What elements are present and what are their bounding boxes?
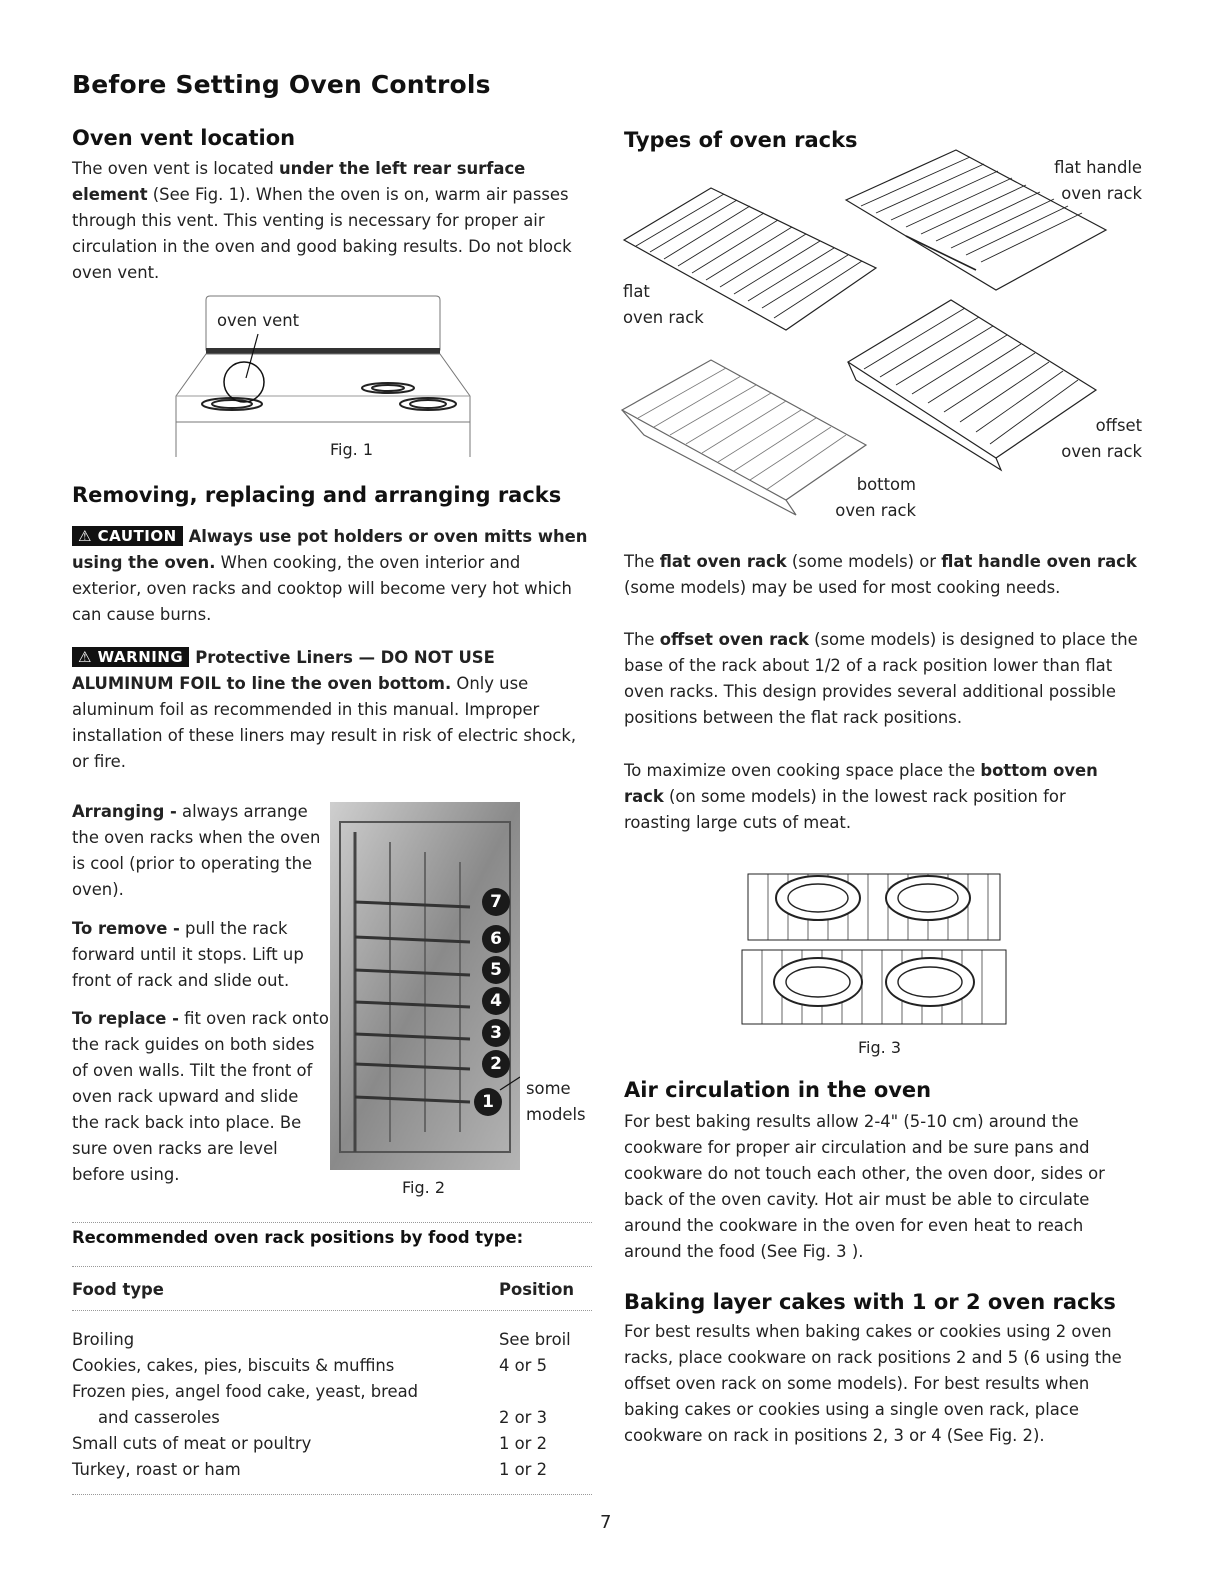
types-heading: Types of oven racks bbox=[624, 128, 858, 152]
table-bottom-rule bbox=[72, 1494, 592, 1495]
table-row: Turkey, roast or ham 1 or 2 bbox=[72, 1460, 548, 1479]
caution-paragraph: ⚠ CAUTION Always use pot holders or oven mitts when using the oven. When cooking, the oven interior and exterior, oven racks and cooktop will become very hot which can cause burns. bbox=[72, 527, 588, 624]
rack-position-2: 2 bbox=[482, 1050, 510, 1078]
page-number: 7 bbox=[600, 1512, 612, 1533]
types-paragraph-1: The flat oven rack (some models) or flat handle oven rack (some models) may be used for most cooking needs. bbox=[624, 552, 1137, 597]
air-paragraph: For best baking results allow 2-4" (5-10 cm) around the cookware for proper air circulation and be sure pans and cookware do not touch each other, the oven door, sides or back of the oven cavity. Hot air must be able to circulate around the cookware in the oven for even heat to reach around the food (See Fig. 3 ). bbox=[624, 1112, 1105, 1261]
figure-3-caption: Fig. 3 bbox=[858, 1038, 901, 1057]
remove-paragraph: To remove - pull the rack forward until it stops. Lift up front of rack and slide out. bbox=[72, 919, 304, 990]
rack-position-5: 5 bbox=[482, 956, 510, 984]
rack-position-3: 3 bbox=[482, 1019, 510, 1047]
arranging-paragraph: Arranging - always arrange the oven racks when the oven is cool (prior to operating the oven). bbox=[72, 802, 321, 899]
vent-heading: Oven vent location bbox=[72, 126, 296, 150]
replace-paragraph: To replace - fit oven rack onto the rack guides on both sides of oven walls. Tilt the front of oven rack upward and slide the rack back into place. Be sure oven racks are level before using. bbox=[72, 1009, 329, 1184]
rack-position-1: 1 bbox=[474, 1088, 502, 1116]
baking-paragraph: For best results when baking cakes or cookies using 2 oven racks, place cookware on rack positions 2 and 5 (6 using the offset oven rack on some models). For best results when baking cakes or cookies using a single oven rack, place cookware on rack in positions 2, 3 or 4 (See Fig. 2). bbox=[624, 1322, 1122, 1445]
label-offset: offset oven rack bbox=[1061, 416, 1142, 461]
vent-paragraph: The oven vent is located under the left rear surface element (See Fig. 1). When the oven is on, warm air passes through this vent. This venting is necessary for proper air circulation in the oven and good baking results. Do not block oven vent. bbox=[72, 159, 572, 282]
figure-1-caption: Fig. 1 bbox=[330, 440, 373, 459]
baking-heading: Baking layer cakes with 1 or 2 oven racks bbox=[624, 1290, 1116, 1314]
label-flat-handle: flat handle oven rack bbox=[1054, 158, 1142, 203]
figure-3-racks-with-pans bbox=[738, 870, 1010, 1032]
types-paragraph-2: The offset oven rack (some models) is designed to place the base of the rack about 1/2 of a rack position lower than flat oven racks. This design provides several additional possible positions between the flat rack positions. bbox=[624, 630, 1138, 727]
table-top-rule bbox=[72, 1222, 592, 1223]
col-food-type: Food type bbox=[72, 1280, 164, 1299]
warning-paragraph: ⚠ WARNING Protective Liners — DO NOT USE ALUMINUM FOIL to line the oven bottom. Only use aluminum foil as recommended in this manual. Improper installation of these liners may result in risk of electric shock, or fire. bbox=[72, 648, 577, 771]
table-row: and casseroles 2 or 3 bbox=[98, 1408, 548, 1427]
table-row: Broiling See broil bbox=[72, 1330, 571, 1349]
air-heading: Air circulation in the oven bbox=[624, 1078, 932, 1102]
table-header bbox=[72, 1280, 592, 1299]
table-header-rule bbox=[72, 1310, 592, 1311]
table-title: Recommended oven rack positions by food type: bbox=[72, 1228, 524, 1247]
table-row: Cookies, cakes, pies, biscuits & muffins 4 or 5 bbox=[72, 1356, 548, 1375]
warning-badge: ⚠ WARNING bbox=[72, 647, 189, 667]
label-bottom: bottom oven rack bbox=[835, 475, 916, 520]
page-title: Before Setting Oven Controls bbox=[72, 70, 491, 99]
col-position: Position bbox=[499, 1280, 575, 1299]
oven-vent-label: oven vent bbox=[217, 311, 300, 330]
figure-2-caption: Fig. 2 bbox=[402, 1178, 445, 1197]
caution-badge: ⚠ CAUTION bbox=[72, 526, 183, 546]
rack-position-6: 6 bbox=[482, 925, 510, 953]
table-title-rule bbox=[72, 1266, 592, 1267]
some-models-label: some models bbox=[526, 1079, 586, 1124]
rack-position-4: 4 bbox=[482, 987, 510, 1015]
racks-heading: Removing, replacing and arranging racks bbox=[72, 483, 562, 507]
table-row: Small cuts of meat or poultry 1 or 2 bbox=[72, 1434, 548, 1453]
rack-position-7: 7 bbox=[482, 888, 510, 916]
label-flat: flat oven rack bbox=[623, 282, 704, 327]
types-paragraph-3: To maximize oven cooking space place the bottom oven rack (on some models) in the lowest rack position for roasting large cuts of meat. bbox=[624, 761, 1098, 832]
table-row: Frozen pies, angel food cake, yeast, bread bbox=[72, 1382, 419, 1401]
